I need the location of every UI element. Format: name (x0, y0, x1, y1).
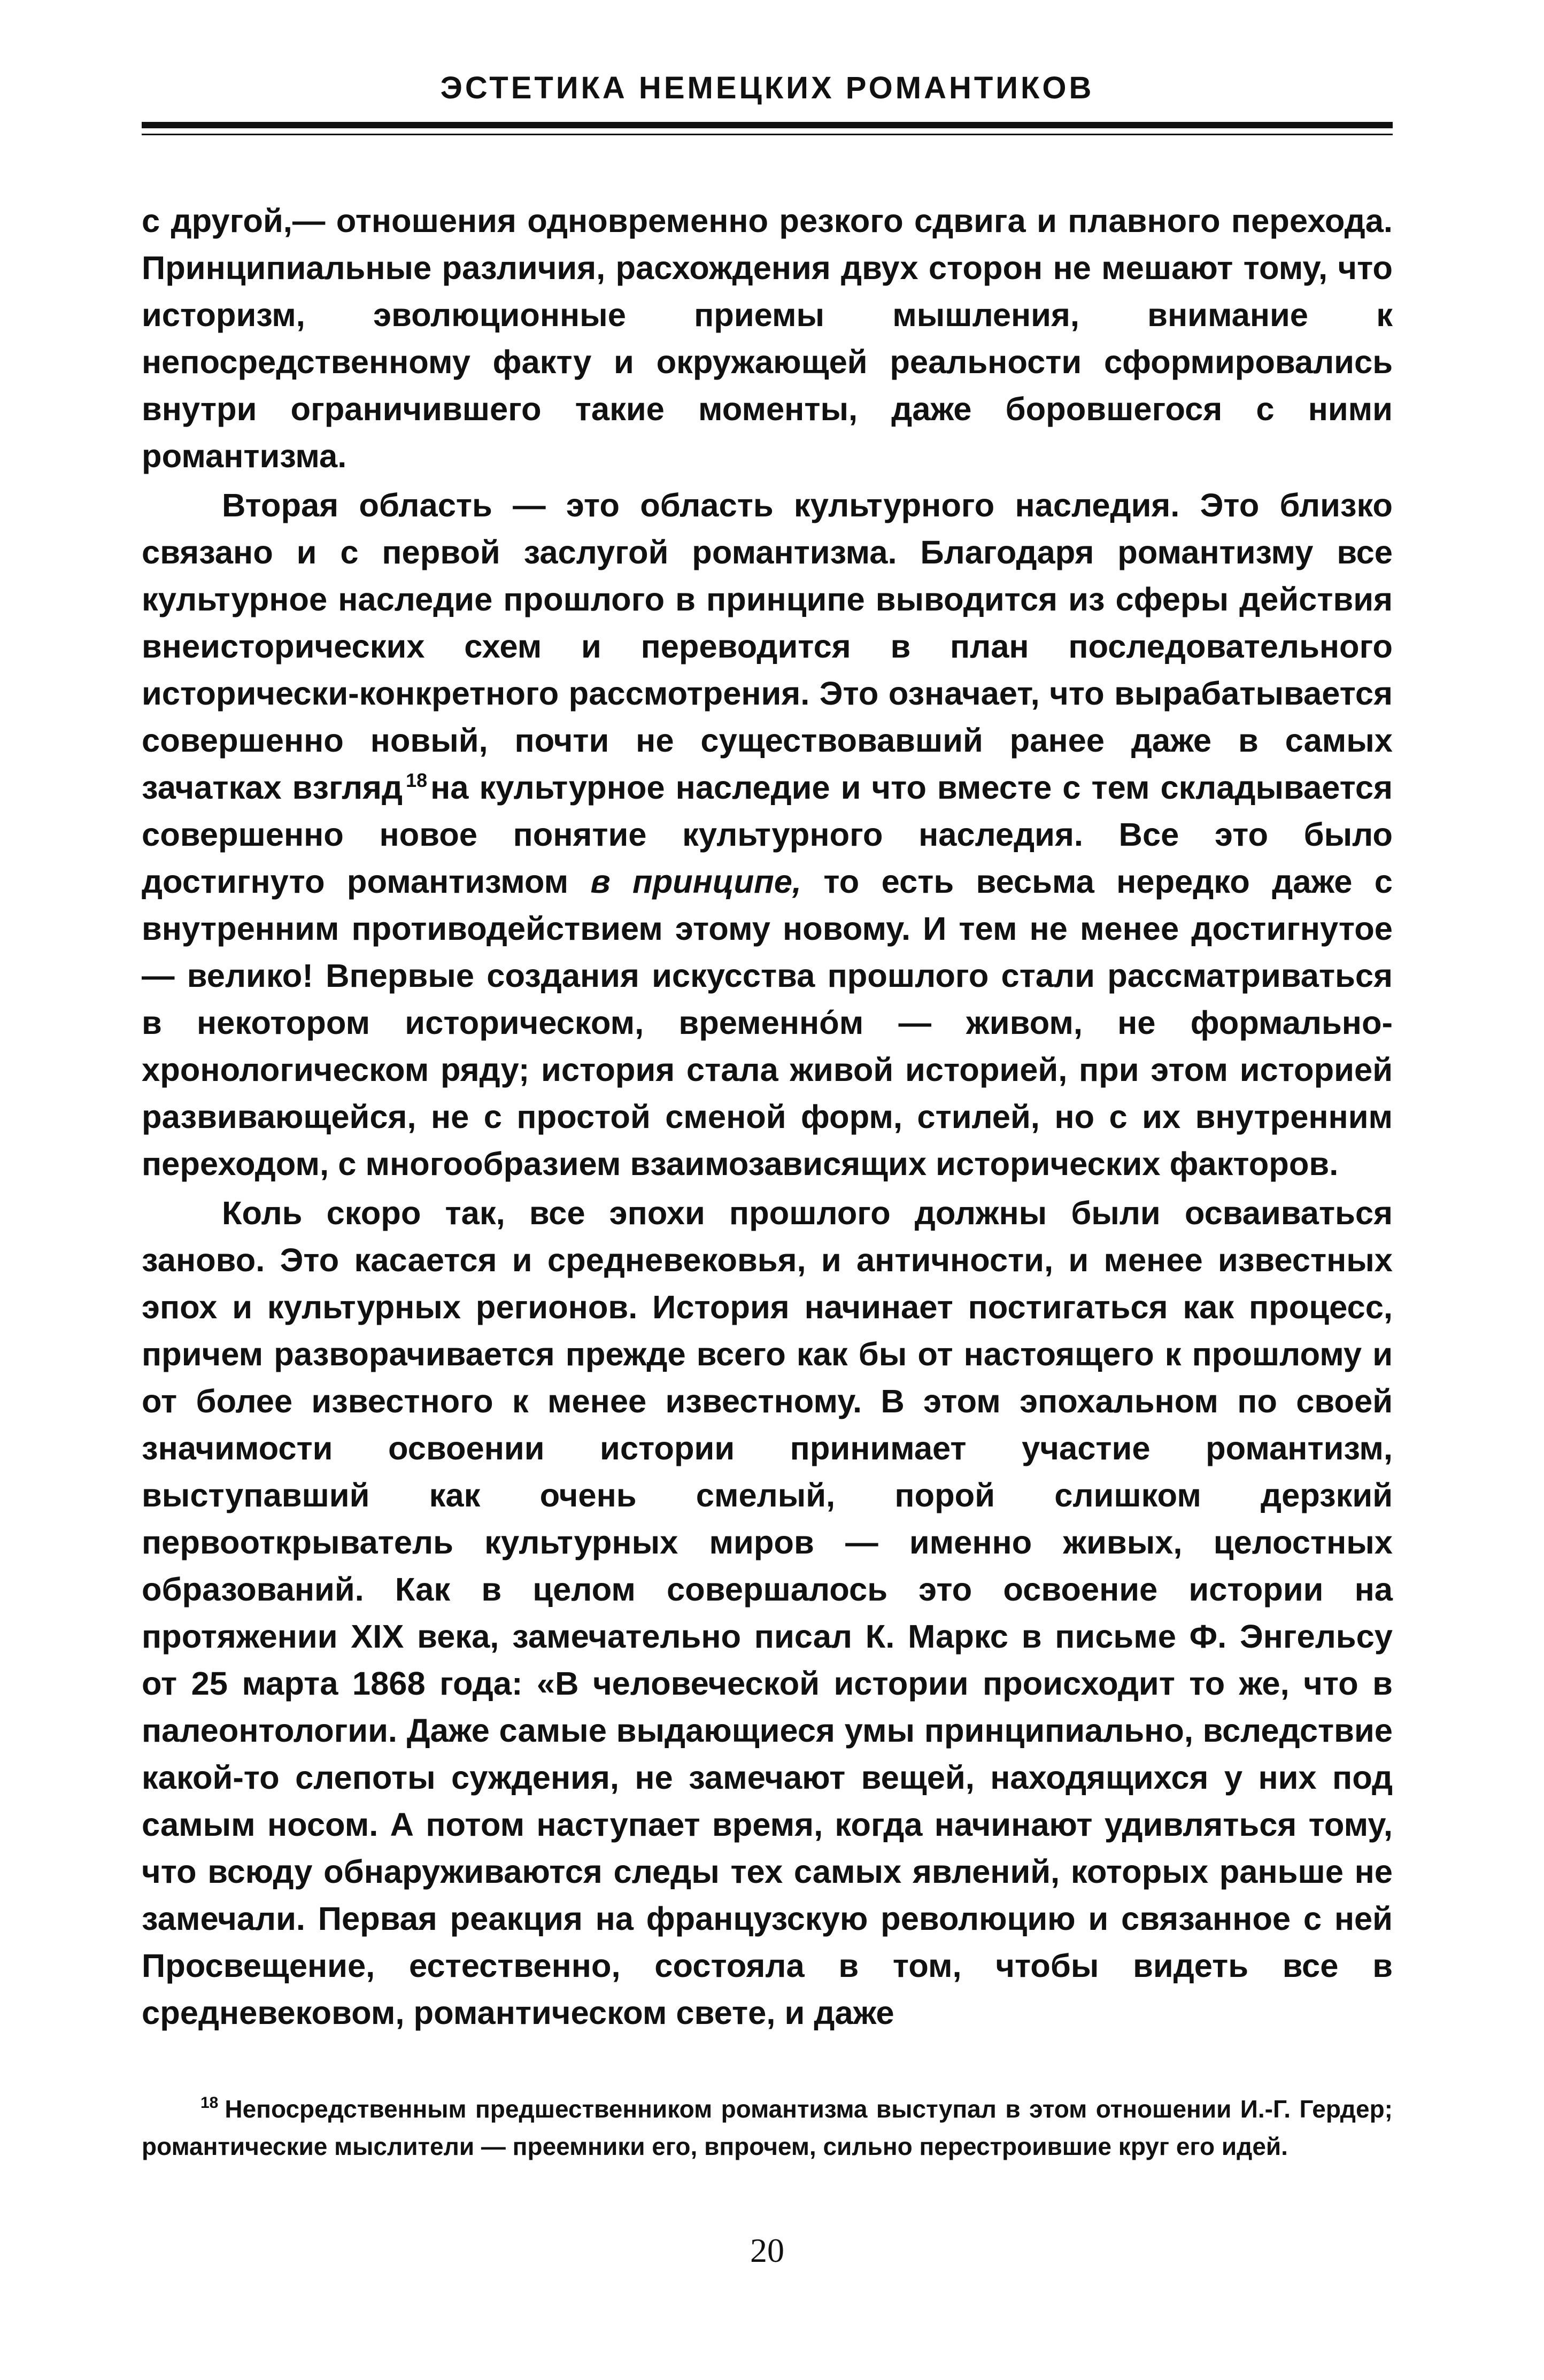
footnote-mark: 18 (200, 2094, 219, 2112)
paragraph-2 (142, 482, 1393, 1188)
footnote-reference: 18 (406, 769, 428, 791)
header-rule-thin (142, 134, 1393, 135)
paragraph-2-part-c: то есть весьма нередко даже с внутренним противодействием этому новому. И тем не менее достигнутое — велико! Впервые создания искусства прошлого стали рассматриваться в некотором историческом, временно́м — живом, не формально-хронологическом ряду; история стала живой историей, при этом историей развивающейся, не с простой сменой форм, стилей, но с их внутренним переходом, с многообразием взаимозависящих исторических факторов. (142, 863, 1393, 1183)
paragraph-2-part-a: Вторая область — это область культурного наследия. Это близко связано и с первой заслугой романтизма. Благодаря романтизму все культурное наследие прошлого в принципе выводится из сферы действия внеисторических схем и переводится в план последовательного исторически-конкретного рассмотрения. Это означает, что вырабатывается совершенно новый, почти не существовавший ранее даже в самых зачатках взгляд (142, 487, 1393, 806)
footnote-text: Непосредственным предшественником романтизма выступал в этом отношении И.-Г. Гердер; романтические мыслители — преемники его, впрочем, сильно перестроившие круг его идей. (142, 2095, 1393, 2160)
paragraph-2-part-b: на культурное наследие и что вместе с тем складывается совершенно новое понятие культурного наследия. Все это было достигнуто романтизмом (142, 769, 1393, 900)
paragraph-2-emphasis: в принципе, (590, 863, 802, 900)
running-header: ЭСТЕТИКА НЕМЕЦКИХ РОМАНТИКОВ (440, 71, 1094, 105)
paragraph-3: Коль скоро так, все эпохи прошлого должны были осваиваться заново. Это касается и средневековья, и античности, и менее известных эпох и культурных регионов. История начинает постигаться как процесс, причем разворачивается прежде всего как бы от настоящего к прошлому и от более известного к менее известному. В этом эпохальном по своей значимости освоении истории принимает участие романтизм, выступавший как очень смелый, порой слишком дерзкий первооткрыватель культурных миров — именно живых, целостных образований. Как в целом совершалось это освоение истории на протяжении XIX века, замечательно писал К. Маркс в письме Ф. Энгельсу от 25 марта 1868 года: «В человеческой истории происходит то же, что в палеонтологии. Даже самые выдающиеся умы принципиально, вследствие какой-то слепоты суждения, не замечают вещей, находящихся у них под самым носом. А потом наступает время, когда начинают удивляться тому, что всюду обнаруживаются следы тех самых явлений, которых раньше не замечали. Первая реакция на французскую революцию и связанное с ней Просвещение, естественно, состояла в том, чтобы видеть все в средневековом, романтическом свете, и даже (142, 1195, 1393, 2031)
main-text (142, 198, 1393, 2038)
paragraph-1: с другой,— отношения одновременно резкого сдвига и плавного перехода. Принципиальные различия, расхождения двух сторон не мешают тому, что историзм, эволюционные приемы мышления, внимание к непосредственному факту и окружающей реальности сформировались внутри ограничившего такие моменты, даже боровшегося с ними романтизма. (142, 203, 1393, 475)
footnote (142, 2090, 1393, 2165)
header-rule-thick (142, 122, 1393, 128)
page-number: 20 (750, 2231, 784, 2269)
